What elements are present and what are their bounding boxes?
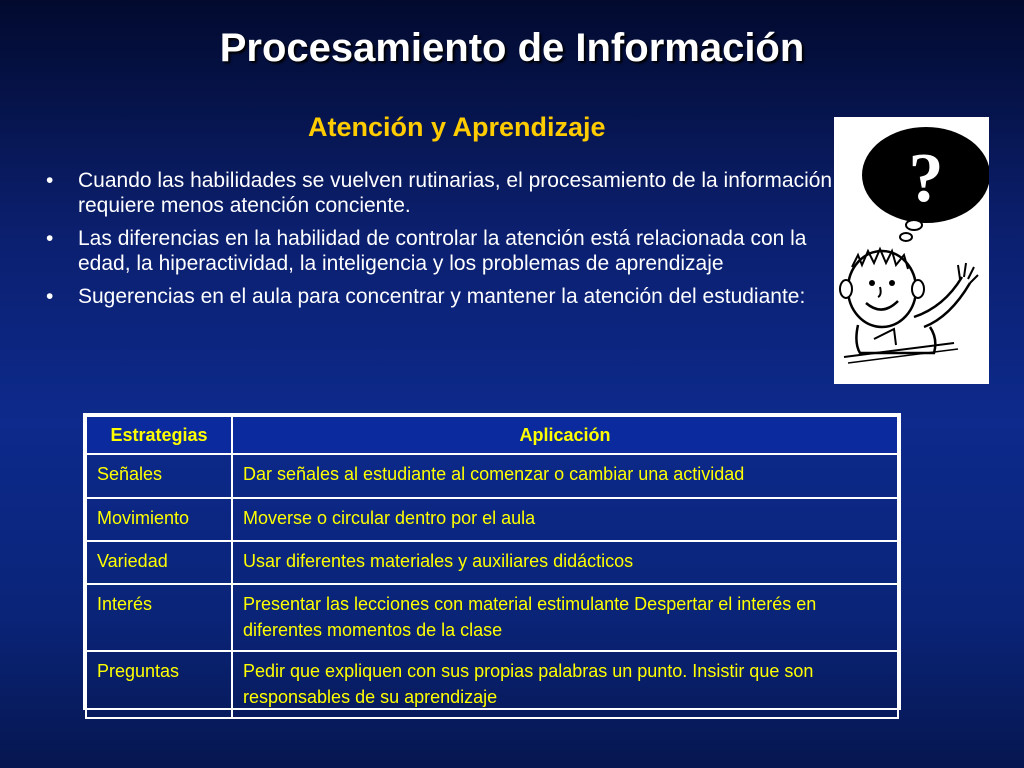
application-cell: Dar señales al estudiante al comenzar o cambiar una actividad [232,454,898,498]
strategies-table [83,413,901,710]
strategy-cell: Movimiento [86,498,232,541]
bullet-icon: • [46,285,54,308]
slide-title: Procesamiento de Información [219,26,805,70]
table-row [86,651,898,718]
bullet-text: Cuando las habilidades se vuelven rutinarias, el procesamiento de la información requiere menos atención conciente. [78,169,833,217]
strategy-cell: Preguntas [86,651,232,718]
student-question-icon [834,117,989,384]
table-row [86,584,898,651]
table-row [86,541,898,584]
bullet-text: Sugerencias en el aula para concentrar y mantener la atención del estudiante: [78,285,806,308]
bullet-icon: • [46,227,54,250]
bullet-item [46,168,836,218]
slide-subtitle: Atención y Aprendizaje [308,112,606,142]
table-row [86,498,898,541]
bullet-item [46,226,836,276]
column-header-strategies: Estrategias [86,416,232,454]
bullet-list [46,168,836,317]
strategy-cell: Interés [86,584,232,651]
bullet-text: Las diferencias en la habilidad de controlar la atención está relacionada con la edad, la hiperactividad, la inteligencia y los problemas de aprendizaje [78,227,807,275]
bullet-item [46,284,836,309]
svg-text:?: ? [908,140,944,217]
strategy-cell: Señales [86,454,232,498]
bullet-icon: • [46,169,54,192]
application-cell: Presentar las lecciones con material estimulante Despertar el interés en diferentes momentos de la clase [232,584,898,651]
application-cell: Pedir que expliquen con sus propias palabras un punto. Insistir que son responsables de su aprendizaje [232,651,898,718]
table-row [86,454,898,498]
strategy-cell: Variedad [86,541,232,584]
application-cell: Moverse o circular dentro por el aula [232,498,898,541]
column-header-application: Aplicación [232,416,898,454]
application-cell: Usar diferentes materiales y auxiliares didácticos [232,541,898,584]
